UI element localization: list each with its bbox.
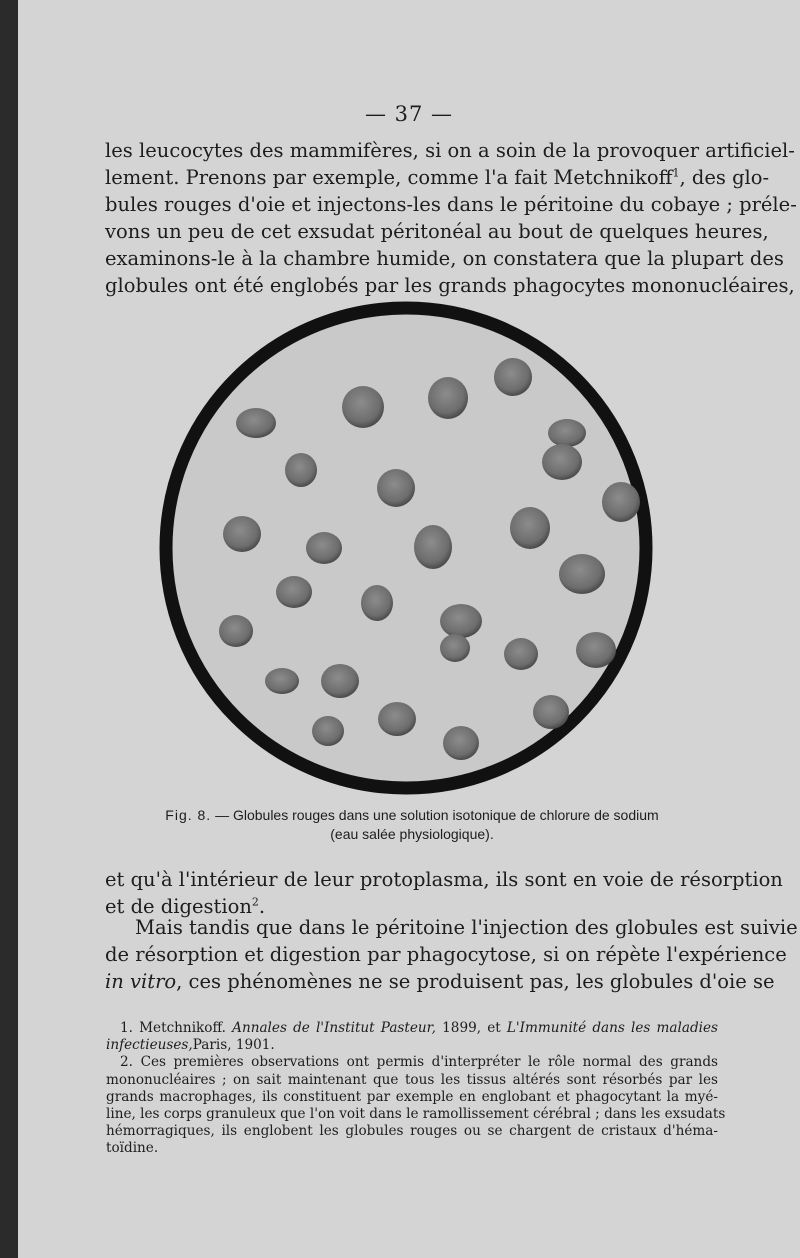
footnote-2-line: toïdine. [106, 1140, 159, 1157]
blood-cell [306, 532, 342, 564]
blood-cell [548, 419, 586, 447]
paragraph-2 [105, 866, 783, 920]
blood-cell [265, 668, 299, 694]
text-line: les leucocytes des mammifères, si on a soin de la provoquer artificiel- [105, 139, 795, 162]
blood-cell [219, 615, 253, 647]
blood-cell [312, 716, 344, 746]
text-line: de résorption et digestion par phagocytose, si on répète l'expérience [105, 943, 787, 966]
blood-cell [440, 604, 482, 638]
blood-cell [321, 664, 359, 698]
footnote-1: 1. Metchnikoff. Annales de l'Institut Pasteur, 1899, et L'Immunité dans les maladies [120, 1020, 719, 1036]
footnote-1-cont: infectieuses,Paris, 1901. [106, 1037, 275, 1054]
blood-cell [236, 408, 276, 438]
footnote-ref-2[interactable]: 2 [251, 895, 259, 909]
blood-cell [542, 444, 582, 480]
text-line: examinons-le à la chambre humide, on constatera que la plupart des [105, 247, 784, 270]
blood-cell [510, 507, 550, 549]
blood-cell [285, 453, 317, 487]
footnote-2-line: mononucléaires ; on sait maintenant que tous les tissus altérés sont résorbés par les [106, 1071, 718, 1088]
blood-cell [504, 638, 538, 670]
footnotes [106, 1020, 726, 1158]
text-line: globules ont été englobés par les grands phagocytes mononucléaires, [105, 274, 795, 297]
blood-cell [576, 632, 616, 668]
blood-cell [494, 358, 532, 396]
book-page [18, 0, 800, 1258]
text-line: et de digestion$^2$. [105, 895, 266, 918]
text-line: bules rouges d'oie et injectons-les dans le péritoine du cobaye ; préle- [105, 193, 797, 216]
footnote-2: 2. Ces premières observations ont permis d'interpréter le rôle normal des grands [120, 1054, 718, 1071]
blood-cell [223, 516, 261, 552]
micrograph-figure [156, 298, 656, 798]
footnote-2-line: line, les corps granuleux que l'on voit dans le ramollissement cérébral ; dans les exsudats [106, 1106, 726, 1123]
caption-line: Fig. 8. — Globules rouges dans une solution isotonique de chlorure de sodium [165, 807, 659, 823]
blood-cell [533, 695, 569, 729]
blood-cell [414, 525, 452, 569]
paragraph-1 [105, 137, 797, 299]
blood-cell [559, 554, 605, 594]
blood-cell [378, 702, 416, 736]
page-number: — 37 — [364, 102, 454, 126]
footnote-2-line: grands macrophages, ils constituent par exemple en englobant et phagocytant la myé- [106, 1088, 718, 1105]
blood-cell [377, 469, 415, 507]
blood-cell [443, 726, 479, 760]
figure-caption [106, 806, 718, 844]
text-line: in vitro, ces phénomènes ne se produisent pas, les globules d'oie se [105, 970, 775, 993]
blood-cell [428, 377, 468, 419]
blood-cell [276, 576, 312, 608]
text-line: lement. Prenons par exemple, comme l'a fait Metchnikoff$^1$, des glo- [105, 166, 770, 189]
blood-cell [361, 585, 393, 621]
blood-cell [440, 634, 470, 662]
text-line: Mais tandis que dans le péritoine l'injection des globules est suivie [135, 916, 798, 939]
text-line: vons un peu de cet exsudat péritonéal au bout de quelques heures, [105, 220, 769, 243]
blood-cell [602, 482, 640, 522]
text-line: et qu'à l'intérieur de leur protoplasma, ils sont en voie de résorption [105, 868, 783, 891]
footnote-2-line: hémorragiques, ils englobent les globules rouges ou se chargent de cristaux d'héma- [106, 1123, 718, 1140]
blood-cell [342, 386, 384, 428]
paragraph-3 [105, 914, 798, 995]
caption-line: (eau salée physiologique). [330, 826, 494, 842]
footnote-ref-1[interactable]: 1 [672, 166, 680, 180]
figure-label: Fig. 8. [165, 807, 212, 823]
